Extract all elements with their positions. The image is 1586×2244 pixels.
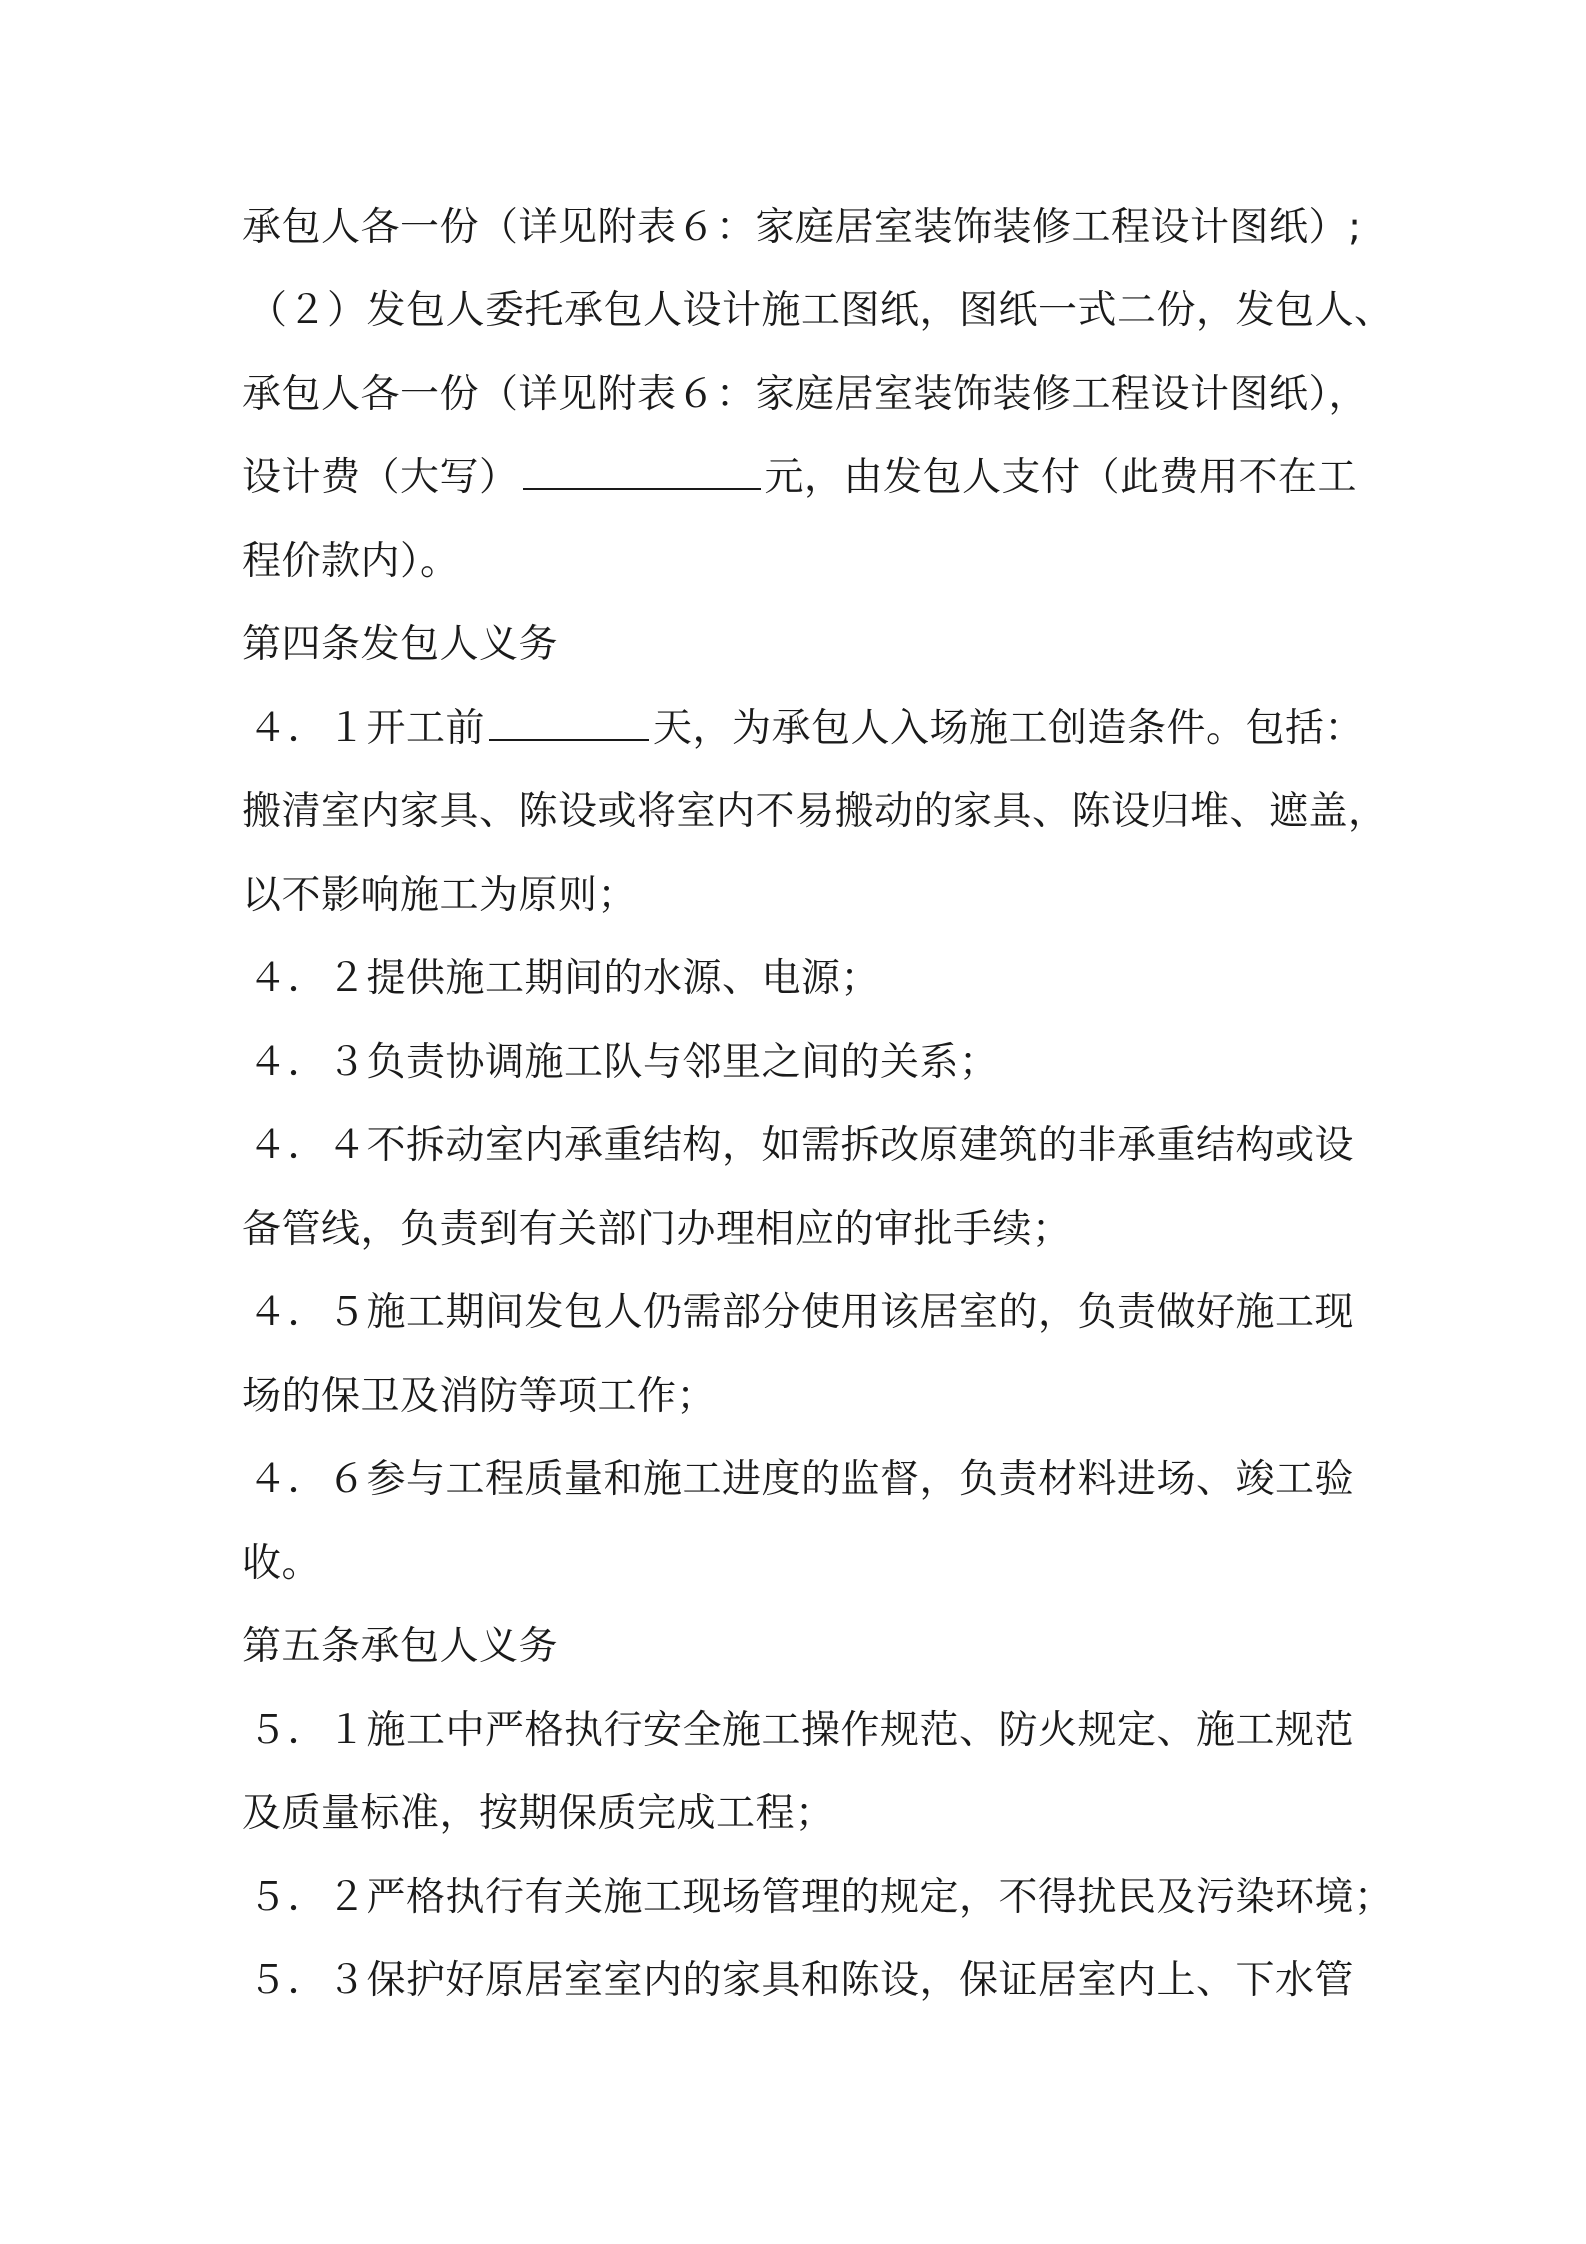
- article-heading: 第四条发包人义务: [242, 622, 559, 667]
- text-line: ４．２提供施工期间的水源、电源；: [248, 956, 881, 1001]
- text-line: ４．４不拆动室内承重结构，如需拆改原建筑的非承重结构或设: [248, 1123, 1355, 1168]
- text-line: ５．３保护好原居室室内的家具和陈设，保证居室内上、下水管: [248, 1958, 1355, 2003]
- text-line: 以不影响施工为原则；: [242, 873, 638, 918]
- fill-in-blank: [523, 452, 761, 490]
- text-line-with-blank: [242, 450, 1372, 506]
- text-line-with-blank: [248, 701, 1378, 757]
- text-line: ５．２严格执行有关施工现场管理的规定，不得扰民及污染环境；: [248, 1875, 1394, 1920]
- text-line: ５．１施工中严格执行安全施工操作规范、防火规定、施工规范: [248, 1708, 1355, 1753]
- text-segment: 天，为承包人入场施工创造条件。包括：: [653, 706, 1365, 751]
- text-segment: ４．１开工前: [248, 706, 486, 751]
- article-heading: 第五条承包人义务: [242, 1624, 559, 1669]
- text-line: （２）发包人委托承包人设计施工图纸，图纸一式二份，发包人、: [248, 288, 1394, 333]
- text-line: 搬清室内家具、陈设或将室内不易搬动的家具、陈设归堆、遮盖，: [242, 789, 1388, 834]
- text-line: ４．３负责协调施工队与邻里之间的关系；: [248, 1040, 999, 1085]
- text-line: 程价款内）。: [242, 539, 460, 584]
- text-segment: 设计费（大写）: [242, 455, 519, 500]
- text-line: 及质量标准，按期保质完成工程；: [242, 1791, 835, 1836]
- text-segment: 元，由发包人支付（此费用不在工: [764, 455, 1358, 500]
- text-line: 备管线，负责到有关部门办理相应的审批手续；: [242, 1207, 1072, 1252]
- text-line: 承包人各一份（详见附表６：家庭居室装饰装修工程设计图纸）;: [242, 205, 1362, 250]
- text-line: 场的保卫及消防等项工作；: [242, 1374, 717, 1419]
- text-line: 收。: [242, 1541, 322, 1586]
- text-line: ４．５施工期间发包人仍需部分使用该居室的，负责做好施工现: [248, 1290, 1355, 1335]
- text-line: 承包人各一份（详见附表６：家庭居室装饰装修工程设计图纸），: [242, 372, 1369, 417]
- text-line: ４．６参与工程质量和施工进度的监督，负责材料进场、竣工验: [248, 1457, 1355, 1502]
- fill-in-blank: [489, 703, 649, 741]
